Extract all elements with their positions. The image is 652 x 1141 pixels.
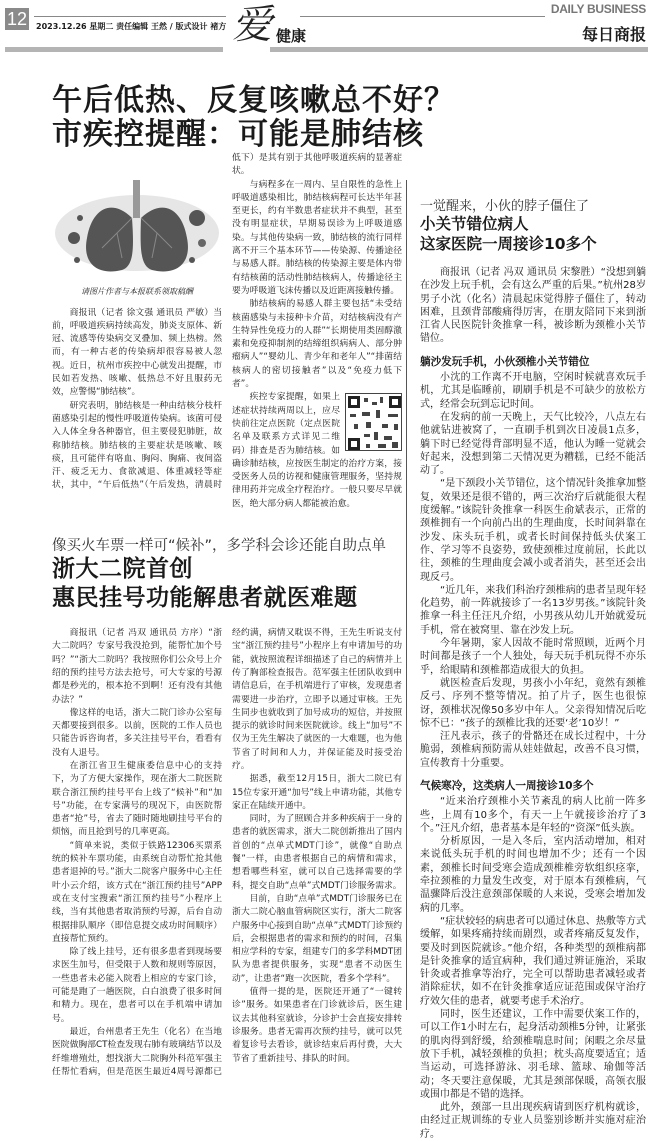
lung-illustration (52, 178, 222, 299)
header-rule (300, 16, 545, 17)
article3-kicker: 一觉醒来，小伙的脖子僵住了 (420, 199, 590, 214)
paragraph: 肺结核病的易感人群主要包括“未受结核菌感染与未接种卡介苗，对结核病没有产生特异性免疫力的人群”“长期使用类固醇激素和免疫抑制剂的结缔组织病病人、部分肿瘤病人”“婴幼儿、青少年和老年人”“排菌结核病人的密切接触者”以及“免疫力低下者”。 (232, 299, 402, 390)
paragraph: 就医检查后发现，男孩小小年纪，竟然有颈椎反弓、序列不整等情况。拍了片子，医生也很惊讶，颈椎状况像50多岁中年人。父亲得知情况后吃惊不已：“孩子的颈椎比我的还要‘老’10岁！” (420, 677, 646, 729)
subheading: 气候寒冷，这类病人一周接诊10多个 (420, 779, 594, 792)
paragraph: 商报讯（记者 徐文强 通讯员 严敏）当前，呼吸道疾病持续高发，肺炎支原体、新冠、流感等传染病交叉叠加、频上热榜。然而，有一种古老的传染病却很容易被人忽视。近日，杭州市疾控中心就发出提醒，市民如若发热、咳嗽、低热总不好且服药无效，应警惕“肺结核”。 (52, 307, 222, 398)
article2-header (52, 537, 402, 613)
lead-paragraph: 商报讯（记者 冯双 通讯员 宋黎胜）“没想到躺在沙发上玩手机，会有这么严重的后果。”杭州28岁男子小沈（化名）清晨起床觉得脖子僵住了，转动困难，且颈背部酸痛得厉害，在朋友陪同下来到浙江省人民医院针灸推拿一科，被诊断为颈椎小关节错位。 (420, 267, 646, 345)
brand-chinese: 每日商报 (581, 25, 646, 44)
lungs-icon (52, 178, 222, 278)
subheading: 躺沙发玩手机，小伙颈椎小关节错位 (420, 355, 590, 368)
article1-title-line1: 午后低热、反复咳嗽总不好？ (52, 83, 455, 118)
article2-kicker: 像买火车票一样可“候补”，多学科会诊还能自助点单 (52, 538, 387, 555)
page-number: 12 (6, 9, 28, 29)
paragraph: “简单来说，类似于铁路12306买票系统的候补车票功能，由系统自动帮忙抢其他患者退掉的号。”浙大二院客户服务中心主任叶小云介绍，该方式在“浙江预约挂号”APP或在支付宝搜索“浙江预约挂号”小程序上线，当有其他患者取消预约号源，后台自动根据排队顺序（即信息提交成功时间顺序）直接帮忙预约。 (52, 840, 222, 944)
article2-title-line2: 惠民挂号功能解患者就医难题 (52, 585, 358, 612)
paragraph: 像这样的电话，浙大二院门诊办公室每天都要接到很多。以前，医院的工作人员也只能告诉咨询者，多关注挂号平台，看看有没有人退号。 (52, 707, 222, 758)
section-logo: 爱 (232, 2, 272, 48)
dateline: 2023.12.26 星期二 责任编辑 王然 / 版式设计 褚方 (36, 22, 227, 31)
qr-code[interactable] (345, 393, 402, 451)
paragraph: 在浙江省卫生健康委信息中心的支持下，为了方便大家操作，现在浙大二院医院联合浙江预约挂号平台上线了“候补”和“加号”功能，在专家满号的现况下，由医院帮患者“抢”号，省去了随时随地刷挂号平台的烦恼，而且抢到号的几率更高。 (52, 760, 222, 838)
section-name: 健康 (276, 27, 307, 45)
column-divider (406, 180, 407, 1010)
qr-code-icon (346, 394, 402, 451)
paragraph: 最近，台州患者王先生（化名）在当地医院做胸部CT检查发现右肺有玻璃结节以及纤维增殖灶，想找浙大二院胸外科范军强主任帮忙看病，但是范医生最近4周号源都已经约满，病情又耽误不得，王先生听说支付宝“浙江预约挂号”小程序上有申请加号的功能，就按照流程详细描述了自己的病情并上传了胸部检查报告。范军强主任团队收到申请信息后，在手机端进行了审核，发现患者需要进一步治疗，立即予以通过审核。王先生同步也就收到了加号成功的短信，并按照提示的就诊时间来医院就诊。线上“加号”不仅为王先生解决了就医的一大难题，也为他节省了时间和人力，并保证能及时接受治疗。 (52, 628, 402, 1077)
paragraph: 据悉，截至12月15日，浙大二院已有15位专家开通“加号”线上申请功能，其他专家正在陆续开通中。 (232, 774, 402, 811)
article3-body (420, 266, 646, 1141)
paragraph: 与病程多在一周内、呈自限性的急性上呼吸道感染相比，肺结核病程可长达半年甚至更长，约有半数患者症状并不典型，甚至没有明显症状，早期易误诊为上呼吸道感染。与其他传染病一致，肺结核的流行同样离不开三个基本环节——传染源、传播途径与易感人群。肺结核的传染源主要是体内带有结核菌的活动性肺结核病人，传播途径主要为呼吸道飞沫传播以及近距离接触传播。 (232, 179, 402, 296)
header-rule (34, 16, 226, 17)
paragraph: 同时，医生还建议，工作中需要伏案工作的，可以工作1小时左右，起身活动颈椎5分钟，让紧张的肌肉得到舒缓，给颈椎喘息时间；闲暇之余尽量放下手机，减轻颈椎的负担；枕头高度要适宜；适当运动，可选择游泳、羽毛球、篮球、瑜伽等活动；冬天要注意保暖，尤其是颈部保暖，高领衣服或围巾都是不错的选择。 (420, 1009, 646, 1100)
article3-title-line1: 小关节错位病人 (420, 215, 529, 233)
paragraph: “近几年，来我们科治疗颈椎病的患者呈现年轻化趋势，前一阵就接诊了一名13岁男孩。”该院针灸推拿一科主任汪凡介绍，小男孩从幼儿开始就爱玩手机，常在被窝里、靠在沙发上玩。 (420, 584, 646, 636)
article2-title-line1: 浙大二院首创 (52, 556, 193, 583)
paragraph: “症状较轻的病患者可以通过休息、热敷等方式缓解，如果疼痛持续而剧烈，或者疼痛反复发作，要及时到医院就诊。”他介绍，各种类型的颈椎病都是针灸推拿的适宜病种，我们通过辨证施治，采取针灸或者推拿等治疗，完全可以帮助患者减轻或者消除症状，如不在针灸推拿适应证范围或保守治疗疗效欠佳的患者，就要考虑手术治疗。 (420, 915, 646, 1007)
paragraph: 同时，为了照顾合并多种疾病于一身的患者的就医需求，浙大二院创新推出了国内首创的“点单式MDT门诊”，就像“自助点餐”一样，由患者根据自己的病情和需求，想看哪些科室，就可以自己选择需要的学科，提交自助“点单”式MDT门诊服务需求。 (232, 814, 402, 891)
article3 (420, 195, 646, 1141)
article2-body (52, 627, 402, 1079)
paragraph: 值得一提的是，医院还开通了“一键转诊”服务。如果患者在门诊就诊后，医生建议去其他科室就诊，分诊护士会直接安排转诊服务。患者无需再次预约挂号，就可以凭着复诊号去看诊，就诊结束后再付费，大大节省了重新挂号、排队的时间。 (232, 987, 402, 1064)
paragraph: 商报讯（记者 冯双 通讯员 方序）“浙大二院吗？专家号我没抢到，能帮忙加个号吗？”“浙大二院吗？我按照你们公众号上介绍的预约挂号方法去抢号，可大专家的号源都是秒光的，根本抢不到啊！还有没有其他办法？” (52, 628, 222, 705)
paragraph: 分析原因，一是入冬后，室内活动增加，相对来说低头玩手机的时间也增加不少；还有一个因素，颈椎长时间受寒会造成颈椎椎旁软组织痉挛，牵拉颈椎的力量发生改变，对于原本有颈椎病，气温骤降后没注意颈部保暖的人来说，受寒会增加发病的几率。 (420, 836, 646, 914)
paragraph: “近来治疗颈椎小关节紊乱的病人比前一阵多些，上周有10多个，有天一上午就接诊治疗了3个。”汪凡介绍，患者基本是年轻的“资深”低头族。 (420, 796, 646, 834)
paragraph: 汪凡表示，孩子的骨骼还在成长过程中，十分脆弱，颈椎病预防需从娃娃做起，改善不良习惯，宣传教育十分重要。 (420, 731, 646, 769)
paragraph: “是下颈段小关节错位，这个情况针灸推拿加整复，效果还是很不错的，两三次治疗后就能很大程度缓解。”该院针灸推拿一科医生俞斌表示，正常的颈椎拥有一个向前凸出的生理曲度，长时间斜靠在沙发、床头玩手机，或者长时间保持低头伏案工作、学习等不良姿势，致使颈椎过度前屈，长此以往，颈椎的生理曲度会减小或者消失，甚至还会出现反弓。 (420, 478, 646, 583)
brand-english: DAILY BUSINESS (550, 2, 646, 16)
paragraph: 小沈的工作离不开电脑，空闲时候就喜欢玩手机，尤其是临睡前，刷刷手机是不可缺少的放松方式，经常会玩到忘记时间。 (420, 372, 646, 410)
paragraph: 研究表明，肺结核是一种由结核分枝杆菌感染引起的慢性呼吸道传染病。该菌可侵入人体全身各种器官，但主要侵犯肺脏，故称肺结核。肺结核的主要症状是咳嗽、咳痰，且可能伴有咯血、胸闷、胸痛、夜间盗汗、疲乏无力、食欲减退、体重减轻等症状，其中，“午后低热”（午后发热，清晨时低下）是其有别于其他呼吸道疾病的显著症状。 (52, 153, 402, 491)
paragraph: 今年暑期，家人因故不能时常照顾，近两个月时间都是孩子一个人独处，每天玩手机玩得不亦乐乎，给眼睛和颈椎都造成很大的负担。 (420, 638, 646, 676)
image-caption: 请图片作者与本报联系领取稿酬 (81, 287, 193, 297)
header-bar (270, 47, 648, 52)
article1-title-line2: 市疾控提醒：可能是肺结核 (52, 117, 424, 152)
header-bar (5, 47, 223, 52)
paragraph: 在发病的前一天晚上，天气比较冷，八点左右他就钻进被窝了，一直刷手机到次日凌晨1点多，躺下时已经觉得背部明显不适，他认为睡一觉就会好起来，没想到第二天情况更为糟糕，已经不能活动了。 (420, 411, 646, 477)
left-columns (52, 152, 402, 1079)
paragraph: 目前，自助“点单”式MDT门诊服务已在浙大二院心脑血管病院区实行，浙大二院客户服务中心接到自助“点单”式MDT门诊预约后，会根据患者的需求和预约的时间，召集相应学科的专家，组建专门的多学科MDT团队为患者提供服务，实现“患者不动医生动”，让患者“跑一次医院，看多个学科”。 (232, 893, 402, 984)
article3-title-line2: 这家医院一周接诊10多个 (420, 235, 597, 253)
article1-body (52, 152, 402, 511)
paragraph: 除了线上挂号，还有很多患者到现场要求医生加号，但受限于人数和规则等原因，一些患者未必能入院看上相应的专家门诊，可能是跑了一趟医院，白白浪费了很多时间和精力。现在，患者可以在手机端申请加号。 (52, 947, 222, 1024)
paragraph: 疾控专家提醒，如果上述症状持续两周以上，应尽快前往定点医院（定点医院名单及联系方式详见二维码）排查是否为肺结核。如确诊肺结核，应按医生制定的治疗方案，接受医务人员的访视和健康管理服务，坚持规律用药并完成全疗程治疗。一般只要尽早就医，绝大部分病人都能被治愈。 (232, 392, 402, 509)
paragraph: 此外，颈部一旦出现疾病请到医疗机构就诊，由经过正规训练的专业人员鉴别诊断并实施对症治疗。 (420, 1102, 646, 1140)
